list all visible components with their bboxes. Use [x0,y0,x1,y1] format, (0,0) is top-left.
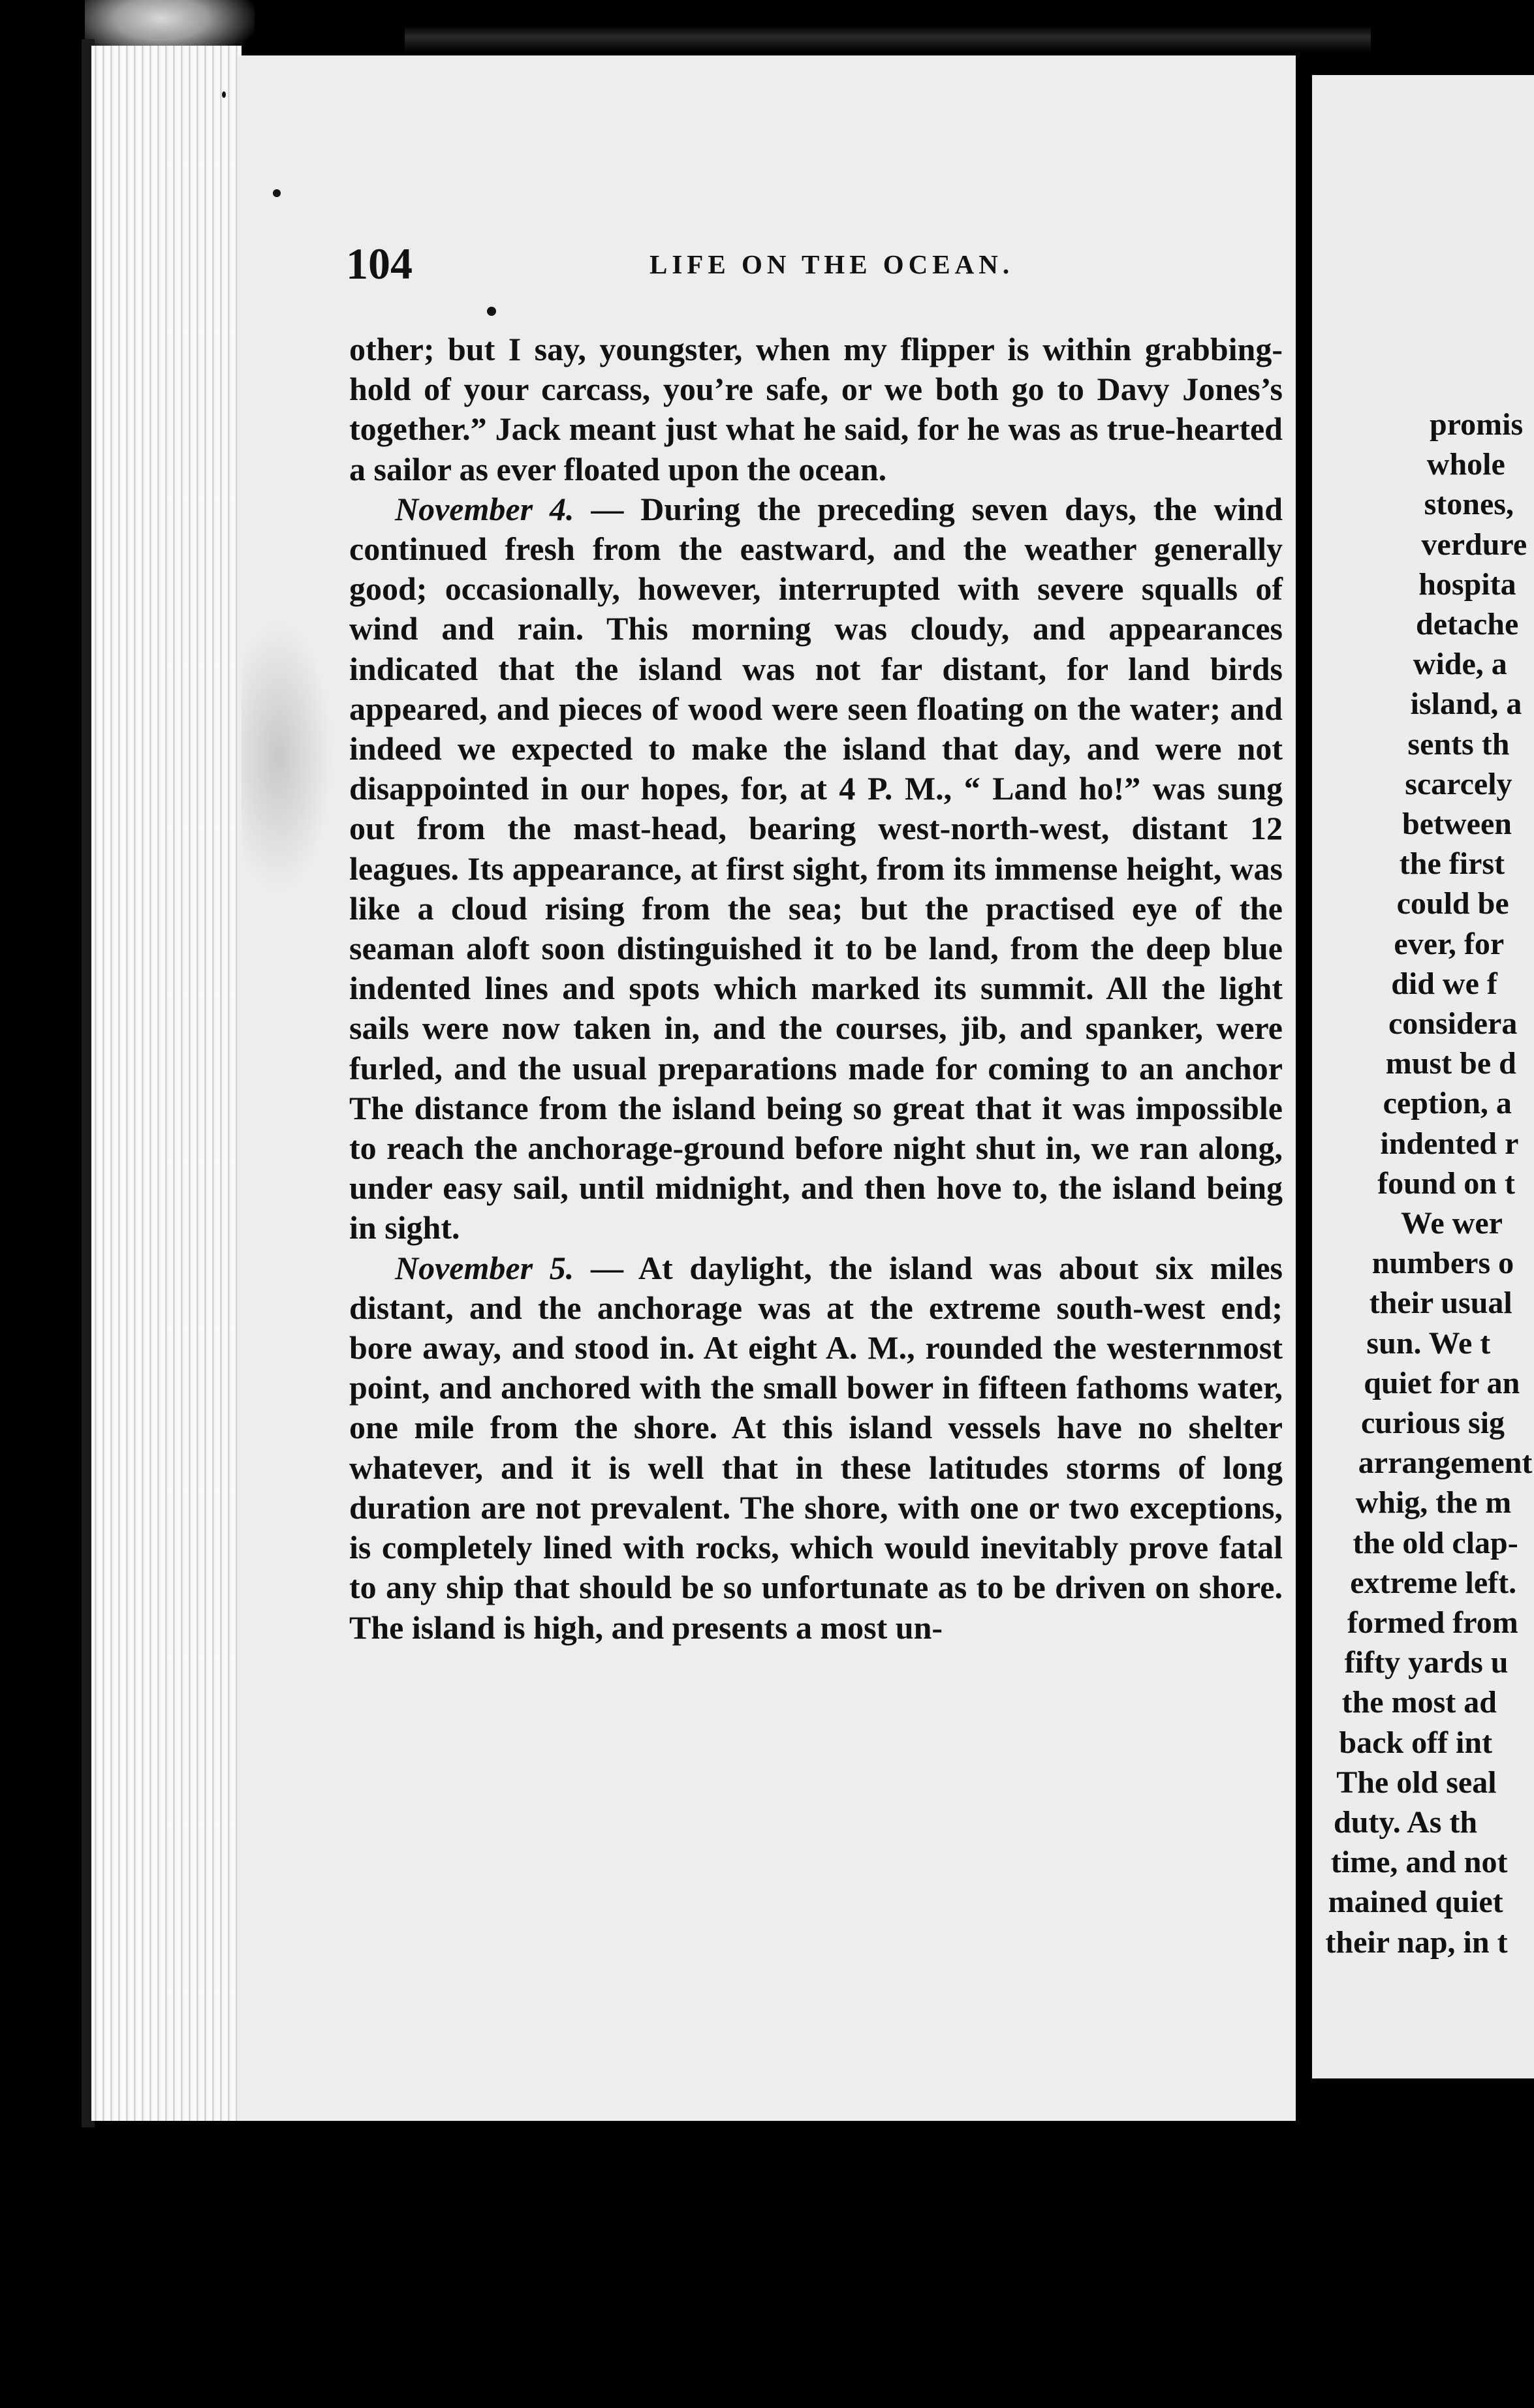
facing-page-line: found on t [1377,1165,1515,1201]
facing-page-line: sun. We t [1366,1325,1491,1361]
entry-text: — At daylight, the island was about six miles distant, and the anchorage was at the extreme south-west end; bore away, and stood in. At eight A. M., rounded the westernmost point, and anchored with the small bower in fifteen fathoms water, one mile from the shore. At this island vessels have no shelter whatever, and it is well that in these latitudes storms of long duration are not prevalent. The shore, with one or two exceptions, is completely lined with rocks, which would inevitably prove fatal to any ship that should be so unfortunate as to be driven on shore. The island is high, and presents a most un- [349,1249,1283,1646]
facing-page-line: must be d [1385,1046,1516,1081]
facing-page-line: their usual [1369,1286,1512,1321]
facing-page-line: sents th [1407,726,1510,762]
facing-page-line: ever, for [1394,926,1505,961]
body-text [349,330,1283,1648]
facing-page-line: We wer [1401,1206,1503,1241]
facing-page-line: formed from [1347,1605,1518,1640]
page-number: 104 [346,239,413,288]
book-page-edges [91,46,242,2121]
facing-page-line: verdure [1421,527,1527,562]
entry-date: November 4. [395,490,574,527]
facing-page-line: scarcely [1405,766,1512,801]
facing-page-line: could be [1396,886,1509,921]
facing-page-line: extreme left. [1350,1565,1517,1600]
facing-page-line: arrangement [1358,1445,1533,1481]
journal-entry-paragraph [349,489,1283,1248]
running-head: LIFE ON THE OCEAN. [650,249,1014,279]
facing-page-line: fifty yards u [1344,1645,1509,1680]
facing-page-text [1312,405,1534,2408]
margin-stain [242,620,333,894]
speck [273,189,281,197]
facing-page-line: their nap, in t [1325,1924,1508,1960]
facing-page-line: back off int [1339,1725,1493,1760]
facing-page-line: detache [1416,607,1519,641]
journal-entry-paragraph [349,1248,1283,1648]
facing-page-line: stones, [1424,487,1514,522]
facing-page-line: The old seal [1336,1765,1497,1800]
facing-page-line: the old clap- [1353,1525,1518,1560]
facing-page-line: indented r [1380,1126,1519,1161]
facing-page-line: time, and not [1330,1845,1508,1880]
facing-page-line: curious sig [1361,1406,1505,1440]
speck [487,307,496,316]
facing-page-line: hospita [1418,566,1516,602]
facing-page-line: the most ad [1341,1685,1497,1720]
facing-page-line: considera [1388,1006,1518,1041]
facing-page [1312,75,1534,2078]
facing-page-line: duty. As th [1334,1805,1478,1840]
facing-page-line: did we f [1391,966,1497,1001]
facing-page-line: whig, the m [1355,1485,1512,1520]
facing-page-line: the first [1399,846,1505,882]
continuation-paragraph: other; but I say, youngster, when my flipper is within grabbing-hold of your carcass, you’re safe, or we both go to Davy Jones’s together.” Jack meant just what he said, for he was as true-hearted a sailor as ever floated upon the ocean. [349,331,1283,487]
facing-page-line: numbers o [1371,1246,1514,1281]
facing-page-line: mained quiet [1328,1885,1503,1920]
facing-page-line: ception, a [1383,1086,1512,1121]
facing-page-line: island, a [1410,687,1522,722]
speck [222,91,226,98]
facing-page-line: wide, a [1413,647,1507,682]
facing-page-line: promis [1430,407,1524,442]
facing-page-line: between [1402,807,1512,841]
facing-page-line: whole [1426,447,1505,482]
entry-text: — During the preceding seven days, the wind continued fresh from the eastward, and the weather generally good; occasionally, however, interrupted with severe squalls of wind and rain. This morning was cloudy, and appearances indicated that the island was not far distant, for land birds appeared, and pieces of wood were seen floating on the water; and indeed we expected to make the island that day, and were not disappointed in our hopes, for, at 4 P. M., “ Land ho!” was sung out from the mast-head, bearing west-north-west, distant 12 leagues. Its appearance, at first sight, from its immense height, was like a cloud rising from the sea; but the practised eye of the seaman aloft soon distinguished it to be land, from the deep blue indented lines and spots which marked its summit. All the light sails were now taken in, and the courses, jib, and spanker, were furled, and the usual preparations made for coming to an anchor The distance from the island being so great that it was impossible to reach the anchorage-ground before night shut in, we ran along, under easy sail, until midnight, and then hove to, the island being in sight. [349,490,1283,1246]
book-spine-top-edge [405,26,1371,52]
facing-page-line: quiet for an [1364,1365,1520,1400]
entry-date: November 5. [395,1249,574,1286]
